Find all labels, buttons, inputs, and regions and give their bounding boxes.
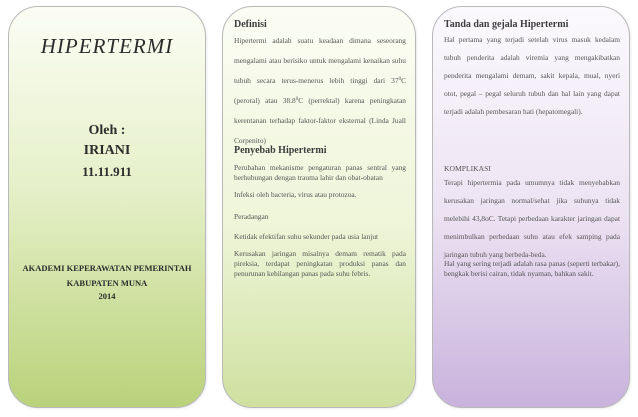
definisi-text-a: Hipertermi adalah suatu keadaan dimana seseorang mengalami atau berisiko untuk mengalami kenaikan suhu tubuh secara terus-menerus lebih tinggi dari 37	[234, 36, 406, 85]
definisi-heading: Definisi	[234, 19, 267, 30]
symptoms-panel	[432, 6, 630, 408]
cover-title: HIPERTERMI	[40, 34, 174, 58]
penyebab-item: Ketidak efektifan suhu sekunder pada usia lanjut	[234, 232, 379, 241]
penyebab-heading: Penyebab Hipertermi	[234, 145, 327, 156]
komplikasi-paragraph-2: Hal yang sering terjadi adalah rasa panas (seperti terbakar), bengkak berisi cairan, tidak nyaman, bahkan sakit.	[444, 259, 620, 278]
komplikasi-paragraph-1: Terapi hipertermia pada umumnya tidak menyebabkan kerusakan jaringan normal/sehat jika suhunya tidak melebihi 43,8oC. Tetapi perbedaan karakter jaringan dapat menimbulkan perbedaan suhu atau efek samping pada jaringan tubuh yang berbeda-beda.	[444, 178, 620, 259]
author-prefix: Oleh :	[88, 123, 126, 138]
cover-panel	[8, 6, 206, 408]
institution-name: AKADEMI KEPERAWATAN PEMERINTAH	[22, 263, 192, 273]
definisi-text-b: C (peroral) atau 38.8	[234, 76, 406, 105]
komplikasi-heading: KOMPLIKASI	[444, 164, 491, 173]
penyebab-item: Infeksi oleh bacteria, virus atau protozoa.	[234, 190, 357, 199]
degree-superscript-2: 0	[295, 97, 299, 102]
tanda-heading: Tanda dan gejala Hipertermi	[444, 19, 569, 30]
definisi-paragraph	[234, 31, 406, 151]
tanda-paragraph: Hal pertama yang terjadi setelah virus masuk kedalam tubuh penderita adalah viremia yang mengakibatkan penderita mengalami demam, sakit kepala, mual, nyeri otot, pegal – pegal seluruh tubuh dan hal lain yang dapat terjadi adalah pembesaran hati (hepatomegali).	[444, 35, 620, 116]
penyebab-item: Kerusakan jaringan misalnya demam rematik pada pireksia, terdapat peningkatan produksi panas dan penurunan kehilangan panas pada suhu febris.	[234, 249, 406, 278]
definisi-text-c: C (perrektal) karena peningkatan kerentanan terhadap faktor-faktor eksternal (Linda Juall Corpenito)	[234, 96, 406, 145]
penyebab-item: Perubahan mekanisme pengaturan panas sentral yang berhubungan dengan trauma lahir dan obat-obatan	[234, 163, 406, 182]
regency-name: KABUPATEN MUNA	[66, 278, 148, 288]
year: 2014	[98, 291, 116, 301]
penyebab-item: Peradangan	[234, 212, 269, 221]
author-name: IRIANI	[83, 143, 131, 158]
degree-superscript-1: 0	[398, 77, 402, 82]
student-number: 11.11.911	[82, 164, 132, 179]
definition-panel	[222, 6, 416, 408]
